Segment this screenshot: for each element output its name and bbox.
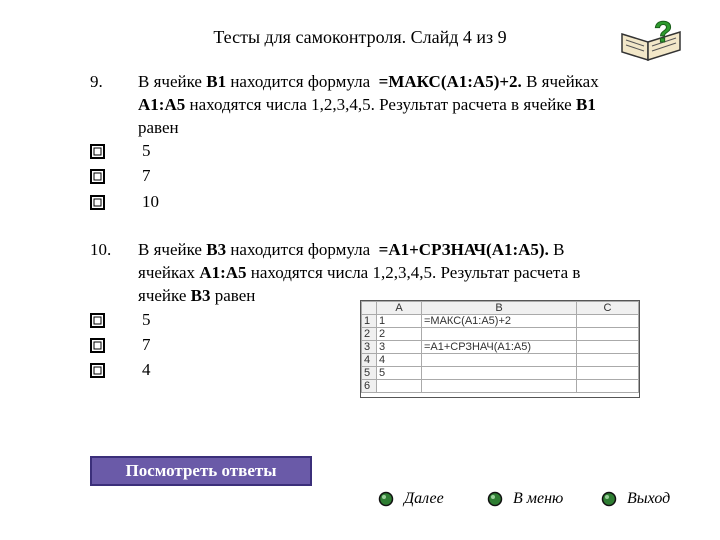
option-label: 10 xyxy=(142,192,159,211)
cell-b xyxy=(422,354,577,367)
checkbox-icon xyxy=(90,338,105,353)
checkbox-icon xyxy=(90,195,105,210)
nav-menu-label: В меню xyxy=(513,490,564,507)
cell-c xyxy=(577,341,639,354)
sheet-row xyxy=(362,367,639,380)
option-label: 7 xyxy=(142,335,151,354)
cell-b: =МАКС(A1:A5)+2 xyxy=(422,315,577,328)
page-title: Тесты для самоконтроля. Слайд 4 из 9 xyxy=(213,27,507,47)
cell-b: =A1+СРЗНАЧ(A1:A5) xyxy=(422,341,577,354)
cell-a: 4 xyxy=(377,354,422,367)
nav-next-button[interactable] xyxy=(378,490,444,508)
cell-b xyxy=(422,380,577,393)
option-label: 5 xyxy=(142,141,151,160)
question-line: ячейке B3 равен xyxy=(138,286,256,305)
question-number: 10. xyxy=(90,240,112,259)
checkbox-icon xyxy=(90,144,105,159)
question-line: В ячейке B3 находится формула =A1+СРЗНАЧ(A1:A5). В xyxy=(138,240,565,259)
sheet-row xyxy=(362,328,639,341)
corner-cell xyxy=(362,302,377,315)
column-header: B xyxy=(422,302,577,315)
nav-menu-button[interactable] xyxy=(487,490,563,508)
book-question-icon xyxy=(618,16,686,64)
cell-a xyxy=(377,380,422,393)
cell-a: 1 xyxy=(377,315,422,328)
green-bullet-icon xyxy=(487,491,503,507)
sheet-row xyxy=(362,380,639,393)
question-line: В ячейке B1 находится формула =МАКС(A1:A5)+2. В ячейках xyxy=(138,72,599,91)
spreadsheet-table xyxy=(361,301,639,393)
row-header: 1 xyxy=(362,315,377,328)
cell-c xyxy=(577,315,639,328)
question-text xyxy=(138,238,638,307)
option-label: 7 xyxy=(142,166,151,185)
question-line: ячейках A1:A5 находятся числа 1,2,3,4,5. Результат расчета в xyxy=(138,263,581,282)
green-bullet-icon xyxy=(378,491,394,507)
cell-b xyxy=(422,367,577,380)
nav-exit-label: Выход xyxy=(627,490,671,507)
cell-c xyxy=(577,380,639,393)
svg-text:?: ? xyxy=(654,16,673,49)
row-header: 3 xyxy=(362,341,377,354)
column-header: C xyxy=(577,302,639,315)
nav-exit-button[interactable] xyxy=(601,490,670,508)
row-header: 4 xyxy=(362,354,377,367)
cell-c xyxy=(577,354,639,367)
cell-c xyxy=(577,328,639,341)
question-text xyxy=(138,70,638,139)
show-answers-button[interactable]: Посмотреть ответы xyxy=(90,456,312,486)
checkbox-icon xyxy=(90,169,105,184)
sheet-row xyxy=(362,354,639,367)
cell-a: 2 xyxy=(377,328,422,341)
option-label: 4 xyxy=(142,360,151,379)
question-number: 9. xyxy=(90,72,103,91)
row-header: 2 xyxy=(362,328,377,341)
checkbox-icon xyxy=(90,313,105,328)
cell-a: 3 xyxy=(377,341,422,354)
row-header: 5 xyxy=(362,367,377,380)
checkbox-icon xyxy=(90,363,105,378)
sheet-row xyxy=(362,341,639,354)
column-header: A xyxy=(377,302,422,315)
cell-b xyxy=(422,328,577,341)
spreadsheet-image xyxy=(360,300,640,398)
question-line: A1:A5 находятся числа 1,2,3,4,5. Результат расчета в ячейке B1 xyxy=(138,95,596,114)
green-bullet-icon xyxy=(601,491,617,507)
row-header: 6 xyxy=(362,380,377,393)
question-line: равен xyxy=(138,118,179,137)
cell-a: 5 xyxy=(377,367,422,380)
option-label: 5 xyxy=(142,310,151,329)
cell-c xyxy=(577,367,639,380)
sheet-row xyxy=(362,315,639,328)
nav-next-label: Далее xyxy=(404,490,444,507)
